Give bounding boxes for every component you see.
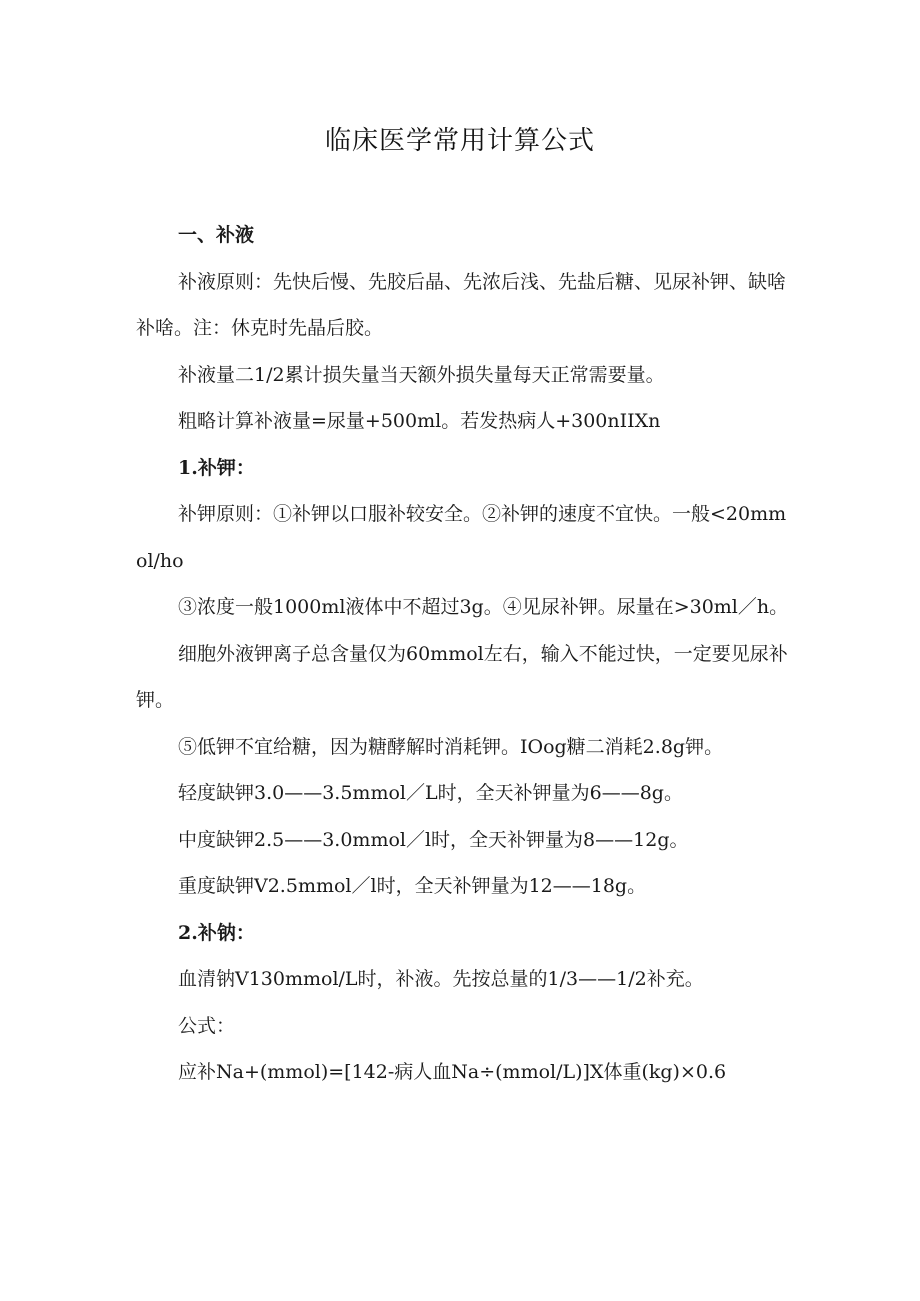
document-title: 临床医学常用计算公式	[324, 126, 595, 156]
paragraph-potassium-moderate: 中度缺钾2.5——3.0mmol／l时，全天补钾量为8——12g。	[178, 828, 689, 851]
paragraph-potassium-severe: 重度缺钾V2.5mmol／l时，全天补钾量为12——18g。	[178, 875, 647, 897]
subsection-heading-sodium: 2.补钠：	[178, 921, 255, 944]
paragraph-potassium-glucose: ⑤低钾不宜给糖，因为糖酵解时消耗钾。IOog糖二消耗2.8g钾。	[178, 735, 724, 758]
paragraph-potassium-concentration: ③浓度一般1000ml液体中不超过3g。④见尿补钾。尿量在>30ml／h。	[178, 596, 789, 618]
paragraph-sodium-formula: 应补Na+(mmol)=[142-病人血Na÷(mmol/L)]X体重(kg)×0.6	[178, 1061, 727, 1083]
paragraph-potassium-extracellular: 细胞外液钾离子总含量仅为60mmol左右，输入不能过快，一定要见尿补钾。	[136, 642, 788, 711]
paragraph-fluid-volume: 补液量二1/2累计损失量当天额外损失量每天正常需要量。	[178, 363, 665, 386]
paragraph-fluid-principle: 补液原则：先快后慢、先胶后晶、先浓后浅、先盐后糖、见尿补钾、缺啥补啥。注：休克时先晶后胶。	[136, 270, 787, 339]
paragraph-formula-label: 公式：	[178, 1014, 236, 1037]
paragraph-fluid-rough-calc: 粗略计算补液量=尿量+500ml。若发热病人+300nIIXn	[178, 410, 661, 432]
subsection-heading-potassium: 1.补钾：	[178, 456, 255, 479]
paragraph-potassium-mild: 轻度缺钾3.0——3.5mmol／L时，全天补钾量为6——8g。	[178, 782, 683, 804]
paragraph-potassium-principle: 补钾原则：①补钾以口服补较安全。②补钾的速度不宜快。一般<20mmol/ho	[136, 503, 787, 572]
section-heading-fluid: 一、补液	[178, 224, 255, 246]
paragraph-sodium-threshold: 血清钠V130mmol/L时，补液。先按总量的1/3——1/2补充。	[178, 968, 704, 990]
document-body	[136, 212, 792, 1096]
